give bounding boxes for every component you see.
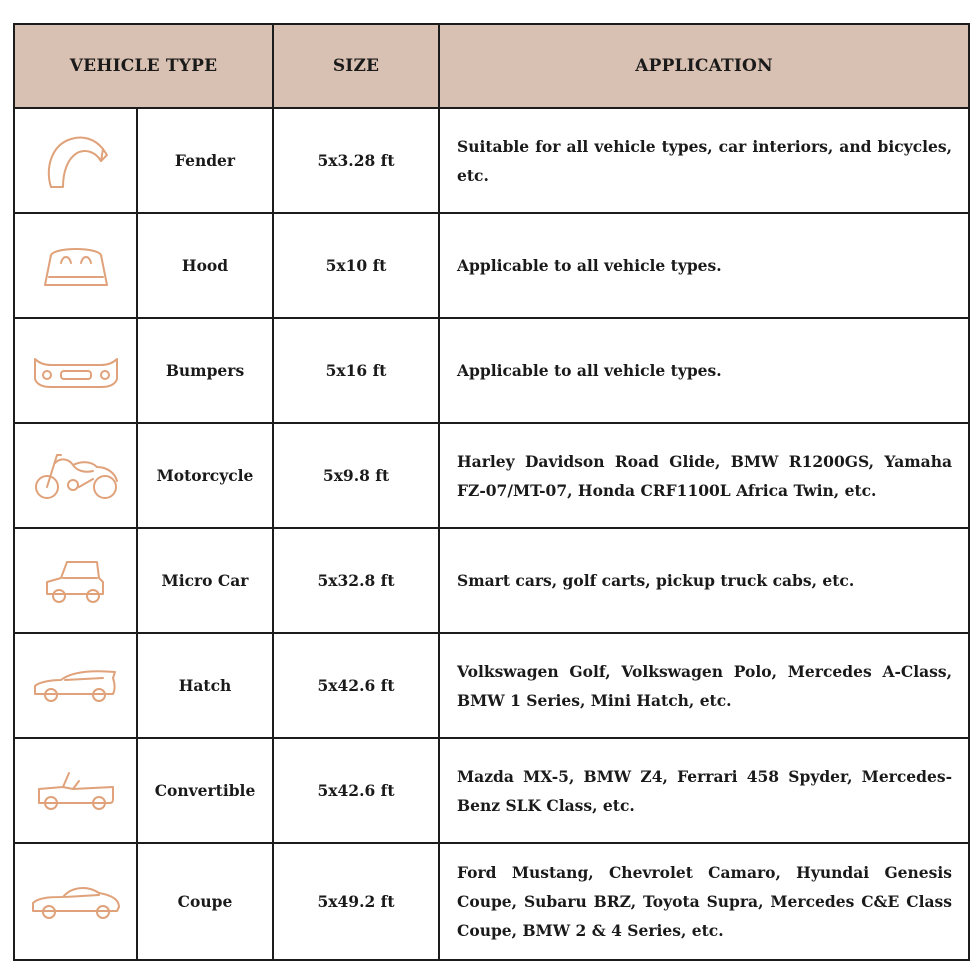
header-application: APPLICATION [439, 24, 969, 108]
icon-cell [14, 738, 137, 843]
header-size: SIZE [273, 24, 439, 108]
application-cell: Applicable to all vehicle types. [439, 318, 969, 423]
application-cell: Harley Davidson Road Glide, BMW R1200GS, Yamaha FZ-07/MT-07, Honda CRF1100L Africa Twin, etc. [439, 423, 969, 528]
size-cell: 5x42.6 ft [273, 738, 439, 843]
application-cell: Suitable for all vehicle types, car interiors, and bicycles, etc. [439, 108, 969, 213]
vehicle-size-table [13, 23, 970, 961]
header-vehicle-type: VEHICLE TYPE [14, 24, 273, 108]
size-cell: 5x9.8 ft [273, 423, 439, 528]
table-row [14, 108, 969, 213]
vehicle-type-cell: Coupe [137, 843, 273, 960]
table-row [14, 423, 969, 528]
motorcycle-icon [31, 449, 121, 503]
application-cell: Ford Mustang, Chevrolet Camaro, Hyundai Genesis Coupe, Subaru BRZ, Toyota Supra, Mercedes C&E Class Coupe, BMW 2 & 4 Series, etc. [439, 843, 969, 960]
table-row [14, 213, 969, 318]
fender-icon [41, 131, 111, 191]
coupe-icon [29, 881, 123, 923]
table-row [14, 738, 969, 843]
icon-cell [14, 108, 137, 213]
hatch-icon [31, 666, 121, 706]
size-cell: 5x3.28 ft [273, 108, 439, 213]
application-cell: Mazda MX-5, BMW Z4, Ferrari 458 Spyder, Mercedes-Benz SLK Class, etc. [439, 738, 969, 843]
application-cell: Smart cars, golf carts, pickup truck cabs, etc. [439, 528, 969, 633]
vehicle-type-cell: Micro Car [137, 528, 273, 633]
table-row [14, 633, 969, 738]
size-cell: 5x16 ft [273, 318, 439, 423]
vehicle-type-cell: Bumpers [137, 318, 273, 423]
hood-icon [41, 241, 111, 291]
size-cell: 5x49.2 ft [273, 843, 439, 960]
size-cell: 5x42.6 ft [273, 633, 439, 738]
table-row [14, 318, 969, 423]
vehicle-type-cell: Hatch [137, 633, 273, 738]
application-cell: Applicable to all vehicle types. [439, 213, 969, 318]
table-header-row [14, 24, 969, 108]
micro-car-icon [41, 556, 111, 606]
bumper-icon [31, 351, 121, 391]
vehicle-type-cell: Fender [137, 108, 273, 213]
vehicle-type-cell: Hood [137, 213, 273, 318]
icon-cell [14, 213, 137, 318]
table-row [14, 843, 969, 960]
icon-cell [14, 843, 137, 960]
convertible-icon [33, 767, 119, 815]
icon-cell [14, 318, 137, 423]
table-row [14, 528, 969, 633]
icon-cell [14, 633, 137, 738]
application-cell: Volkswagen Golf, Volkswagen Polo, Mercedes A-Class, BMW 1 Series, Mini Hatch, etc. [439, 633, 969, 738]
icon-cell [14, 528, 137, 633]
vehicle-type-cell: Convertible [137, 738, 273, 843]
size-cell: 5x10 ft [273, 213, 439, 318]
icon-cell [14, 423, 137, 528]
size-cell: 5x32.8 ft [273, 528, 439, 633]
vehicle-type-cell: Motorcycle [137, 423, 273, 528]
